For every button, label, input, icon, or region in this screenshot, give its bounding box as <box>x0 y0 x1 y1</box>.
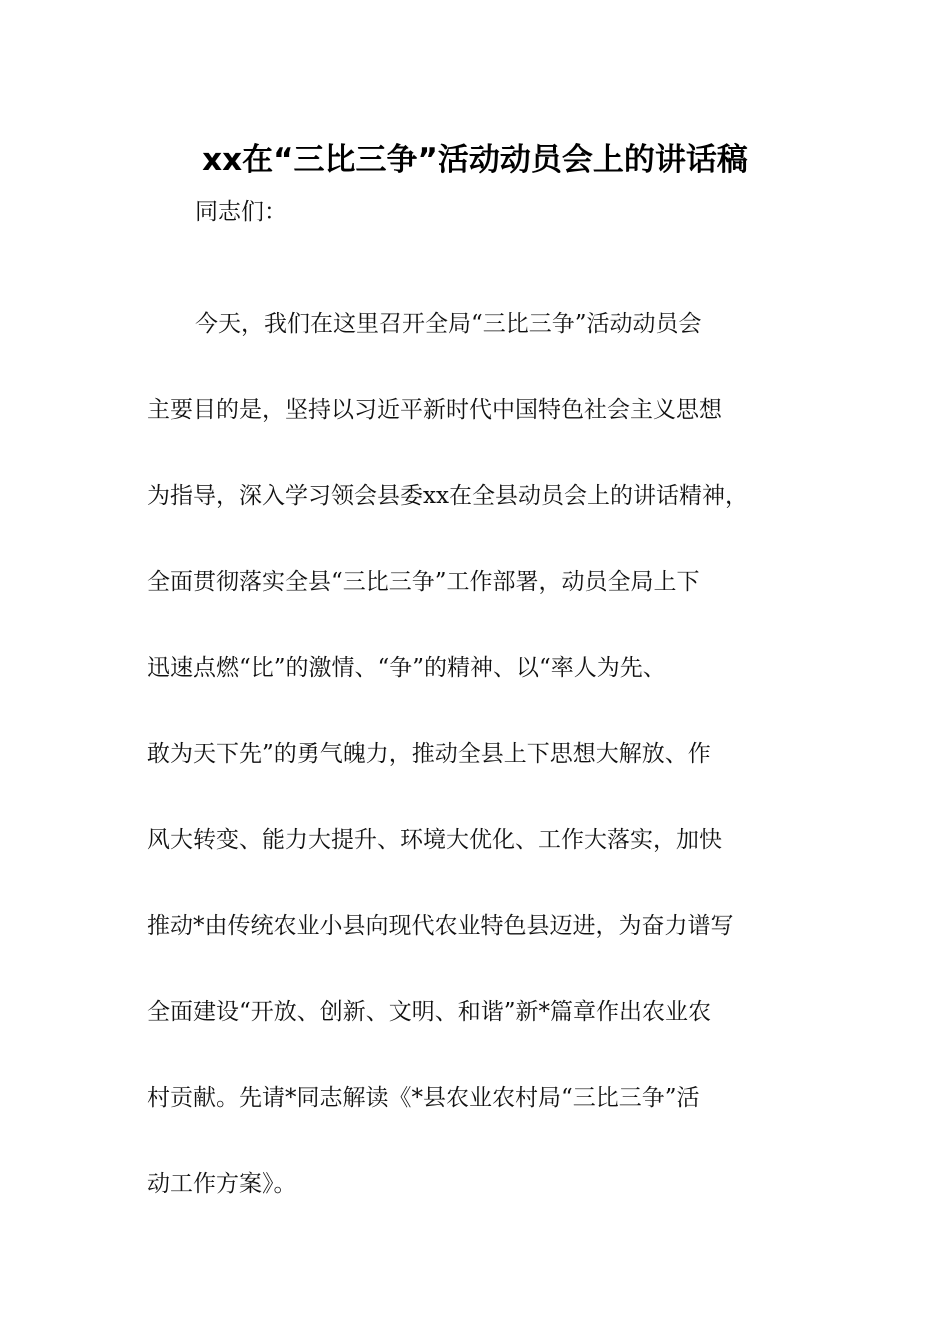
paragraph-line: 全面贯彻落实全县“三比三争”工作部署，动员全局上下 <box>147 569 700 595</box>
paragraph-line: 全面建设“开放、创新、文明、和谐”新*篇章作出农业农 <box>147 999 712 1025</box>
paragraph-line: 敢为天下先”的勇气魄力，推动全县上下思想大解放、作 <box>147 741 711 767</box>
paragraph-line: 动工作方案》。 <box>147 1171 297 1197</box>
body-paragraph <box>147 304 817 1250</box>
paragraph-line: 今天，我们在这里召开全局“三比三争”活动动员会 <box>195 311 702 337</box>
paragraph-line: 风大转变、能力大提升、环境大优化、工作大落实，加快 <box>147 827 722 853</box>
paragraph-line: 为指导，深入学习领会县委xx在全县动员会上的讲话精神， <box>147 483 748 509</box>
document-title: xx在“三比三争”活动动员会上的讲话稿 <box>202 142 748 178</box>
paragraph-line: 村贡献。先请*同志解读《*县农业农村局“三比三争”活 <box>147 1085 700 1111</box>
salutation: 同志们： <box>195 199 287 225</box>
paragraph-line: 主要目的是，坚持以习近平新时代中国特色社会主义思想 <box>147 397 722 423</box>
paragraph-line: 迅速点燃“比”的激情、“争”的精神、以“率人为先、 <box>147 655 666 681</box>
paragraph-line: 推动*由传统农业小县向现代农业特色县迈进，为奋力谱写 <box>147 913 734 939</box>
